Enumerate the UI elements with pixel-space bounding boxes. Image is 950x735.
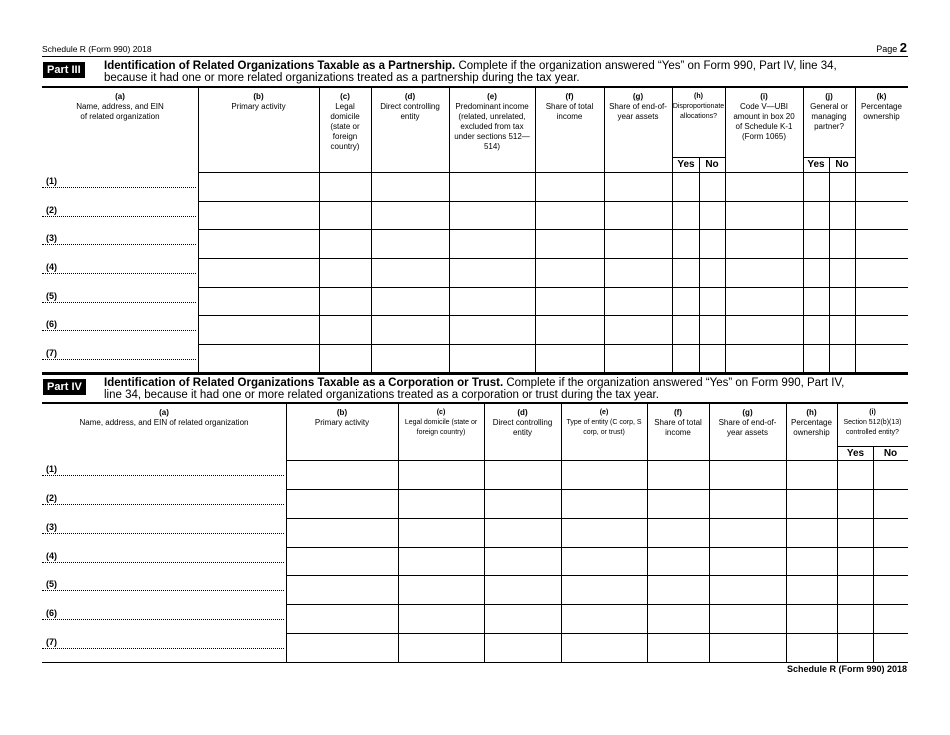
p4-row-number: (1): [46, 464, 57, 474]
part4-badge: Part IV: [43, 379, 86, 395]
p4-i-yes: Yes: [846, 448, 865, 459]
p4-col-divider: [561, 403, 562, 662]
p4-name-entry-line[interactable]: [42, 533, 284, 534]
p3-row-number: (4): [46, 262, 57, 272]
p3-col-b-header: [198, 92, 319, 112]
p3-col-h-header: [672, 92, 725, 122]
p4-col-divider: [786, 403, 787, 662]
p4-col-divider: [647, 403, 648, 662]
p3-name-entry-line[interactable]: [42, 273, 196, 274]
p3-yes-no-divider: [829, 157, 830, 372]
column-letter: (c): [340, 92, 350, 101]
column-letter: (i): [760, 92, 768, 101]
column-letter: (g): [742, 408, 753, 417]
column-label: Code V—UBI amount in box 20 of Schedule K-1 (Form 1065): [733, 102, 795, 141]
p4-row-line: [286, 547, 908, 548]
p4-col-b-header: [286, 408, 398, 428]
column-label: Share of total income: [545, 102, 594, 121]
p4-row-line: [286, 575, 908, 576]
p4-row-number: (2): [46, 493, 57, 503]
p4-col-divider: [484, 403, 485, 662]
column-label: Predominant income (related, unrelated, excluded from tax under sections 512—514): [454, 102, 530, 151]
column-label: Disproportionate allocations?: [672, 103, 725, 120]
p3-name-entry-line[interactable]: [42, 187, 196, 188]
p3-row-number: (2): [46, 205, 57, 215]
p4-col-d-header: [484, 408, 561, 438]
p4-i-no: No: [883, 448, 898, 459]
p4-row-number: (3): [46, 522, 57, 532]
p4-name-entry-line[interactable]: [42, 648, 284, 649]
column-label: Name, address, and EIN of related organization: [79, 418, 249, 427]
column-letter: (h): [694, 93, 703, 100]
part3-title-bold: Identification of Related Organizations Taxable as a Partnership.: [104, 60, 456, 72]
p3-col-i-header: [725, 92, 803, 142]
p3-row-line: [198, 229, 908, 230]
p4-col-g-header: [709, 408, 786, 438]
form-footer: Schedule R (Form 990) 2018: [786, 664, 907, 674]
p3-col-c-header: [319, 92, 371, 152]
column-letter: (f): [674, 408, 682, 417]
p3-name-entry-line[interactable]: [42, 330, 196, 331]
column-label: Legal domicile (state or foreign country): [404, 419, 478, 436]
column-label: General or managing partner?: [810, 102, 848, 131]
p4-name-entry-line[interactable]: [42, 562, 284, 563]
p3-col-a-header: [42, 92, 198, 122]
p4-row-line: [286, 489, 908, 490]
p4-col-e-header: [561, 408, 647, 438]
p4-name-entry-line[interactable]: [42, 619, 284, 620]
p3-j-yn-rule: [803, 157, 855, 158]
p4-name-entry-line[interactable]: [42, 590, 284, 591]
column-letter: (k): [876, 92, 887, 101]
p3-j-yes: Yes: [807, 159, 825, 170]
column-letter: (e): [487, 92, 497, 101]
p4-row-line: [286, 518, 908, 519]
column-letter: (h): [806, 408, 817, 417]
p3-h-yn-rule: [672, 157, 725, 158]
p3-row-number: (6): [46, 319, 57, 329]
part4-title-rest: Complete if the organization answered “Yes” on Form 990, Part IV,: [503, 377, 845, 389]
p3-col-j-header: [803, 92, 855, 132]
p4-col-divider: [709, 403, 710, 662]
column-letter: (b): [336, 408, 348, 417]
column-letter: (b): [253, 92, 264, 101]
part3-title: [104, 60, 914, 84]
part4-top-rule: [42, 373, 908, 375]
column-letter: (c): [436, 409, 446, 416]
page-number: [876, 40, 907, 55]
p4-row-line: [286, 633, 908, 634]
p3-col-e-header: [449, 92, 535, 152]
column-label: Name, address, and EIN of related organization: [76, 102, 164, 121]
p3-name-entry-line[interactable]: [42, 302, 196, 303]
header-rule: [42, 56, 908, 57]
column-label: Percentage ownership: [861, 102, 902, 121]
p4-col-divider: [286, 403, 287, 662]
p3-h-no: No: [705, 159, 719, 170]
column-letter: (d): [517, 408, 528, 417]
column-letter: (i): [869, 409, 876, 416]
part4-table-top-rule: [42, 402, 908, 404]
p3-col-d-header: [371, 92, 449, 122]
p4-row-number: (6): [46, 608, 57, 618]
p3-row-line: [198, 287, 908, 288]
p3-h-yes: Yes: [677, 159, 695, 170]
part4-title-line2: line 34, because it had one or more related organizations treated as a corporation or trust during the tax year.: [104, 389, 659, 401]
p3-yes-no-divider: [699, 157, 700, 372]
p3-row-line: [198, 258, 908, 259]
p4-header-bottom-rule: [286, 460, 908, 461]
p4-table-bottom-rule: [42, 662, 908, 663]
column-label: Direct controlling entity: [380, 102, 440, 121]
p3-row-number: (3): [46, 233, 57, 243]
part4-title-bold: Identification of Related Organizations Taxable as a Corporation or Trust.: [104, 377, 504, 389]
p3-row-line: [198, 315, 908, 316]
p3-col-g-header: [604, 92, 672, 122]
column-letter: (g): [632, 92, 644, 101]
p3-name-entry-line[interactable]: [42, 359, 196, 360]
column-label: Share of total income: [654, 418, 702, 437]
column-label: Primary activity: [314, 418, 370, 427]
column-letter: (a): [159, 408, 169, 417]
p4-col-f-header: [647, 408, 709, 438]
p4-name-entry-line[interactable]: [42, 504, 284, 505]
p3-j-no: No: [835, 159, 849, 170]
p3-col-f-header: [535, 92, 604, 122]
column-label: Direct controlling entity: [492, 418, 553, 437]
page-number-value: 2: [899, 40, 907, 55]
p3-row-number: (7): [46, 348, 57, 358]
p4-name-entry-line[interactable]: [42, 475, 284, 476]
p4-col-i-header: [837, 408, 908, 438]
p3-col-k-header: [855, 92, 908, 122]
column-label: Section 512(b)(13) controlled entity?: [843, 419, 902, 436]
column-label: Legal domicile (state or foreign country): [330, 102, 360, 151]
p4-row-line: [286, 604, 908, 605]
p3-row-line: [198, 344, 908, 345]
part3-table-top-rule: [42, 86, 908, 88]
part3-title-line2: because it had one or more related organizations treated as a partnership during the tax year.: [104, 72, 580, 84]
p3-row-number: (1): [46, 176, 57, 186]
p3-name-entry-line[interactable]: [42, 244, 196, 245]
column-label: Primary activity: [231, 102, 286, 111]
column-letter: (f): [565, 92, 574, 101]
part4-title: [104, 377, 914, 401]
column-label: Share of end-of-year assets: [718, 418, 777, 437]
part3-badge: Part III: [43, 62, 85, 78]
column-label: Share of end-of-year assets: [609, 102, 667, 121]
p4-row-number: (5): [46, 579, 57, 589]
p4-col-a-header: [42, 408, 286, 428]
p4-col-c-header: [398, 408, 484, 438]
p3-header-bottom-rule: [198, 172, 908, 173]
p4-row-number: (7): [46, 637, 57, 647]
column-label: Type of entity (C corp, S corp, or trust): [566, 419, 642, 436]
p4-col-divider: [837, 403, 838, 662]
p4-yes-no-divider: [873, 446, 874, 662]
form-header-title: Schedule R (Form 990) 2018: [42, 44, 152, 54]
p4-col-h-header: [786, 408, 837, 438]
p4-i-yn-rule: [837, 446, 908, 447]
column-label: Percentage ownership: [791, 418, 832, 437]
part3-title-rest: Complete if the organization answered “Yes” on Form 990, Part IV, line 34,: [455, 60, 837, 72]
column-letter: (d): [404, 92, 416, 101]
column-letter: (j): [825, 92, 833, 101]
p3-row-number: (5): [46, 291, 57, 301]
column-letter: (a): [115, 92, 125, 101]
p3-name-entry-line[interactable]: [42, 216, 196, 217]
p3-row-line: [198, 201, 908, 202]
page-label: Page: [876, 44, 898, 54]
p4-col-divider: [398, 403, 399, 662]
column-letter: (e): [599, 409, 609, 416]
p4-row-number: (4): [46, 551, 57, 561]
